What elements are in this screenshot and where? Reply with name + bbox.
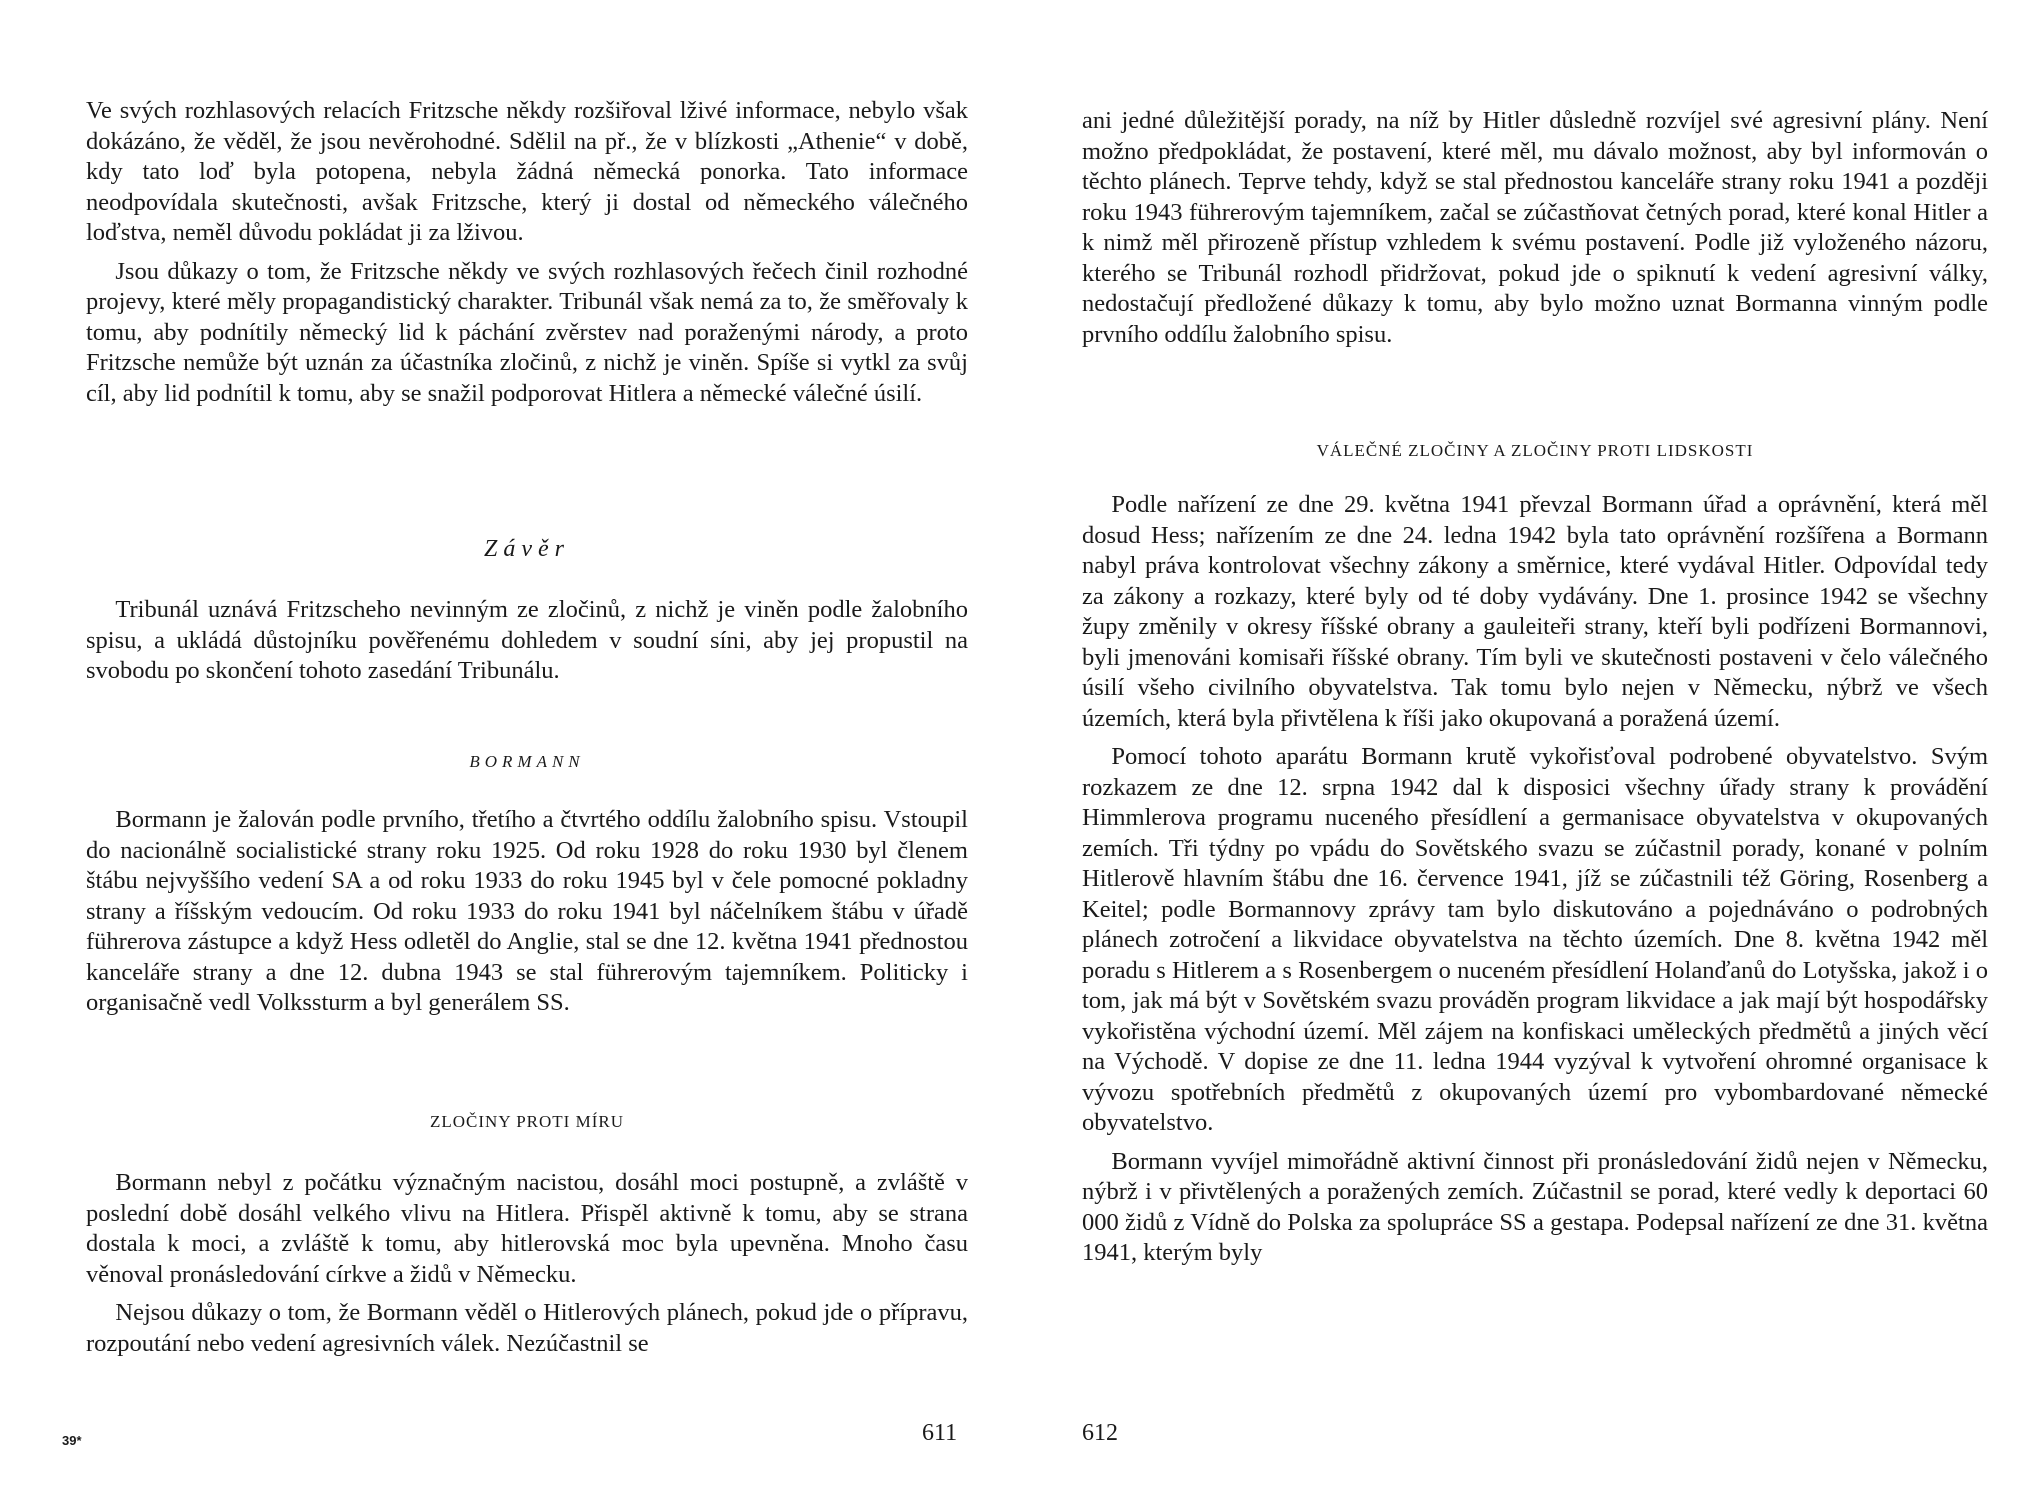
paragraph: Tribunál uznává Fritzscheho nevinným ze zločinů, z nichž je viněn podle žalobního spisu, a ukládá důstojníku pověřenému dohledem v soudní síni, aby jej propustil na svobodu po skončení tohoto zasedání Tribunálu. xyxy=(86,596,968,684)
right-text-block-cont xyxy=(1082,106,1988,350)
paragraph: Ve svých rozhlasových relacích Fritzsche někdy rozšiřoval lživé informace, nebylo však dokázáno, že věděl, že jsou nevěrohodné. Sdělil na př., že v blízkosti „Athenie“ v době, kdy tato loď byla potopena, nebyla žádná německá ponorka. Tato informace neodpovídala skutečnosti, avšak Fritzsche, který ji dostal od německého válečného loďstva, neměl důvodu pokládat ji za lživou. xyxy=(86,97,968,246)
left-text-block-1 xyxy=(86,96,968,409)
paragraph: Podle nařízení ze dne 29. května 1941 převzal Bormann úřad a oprávnění, která měl dosud Hess; nařízením ze dne 24. ledna 1942 byla tato oprávnění rozšířena a Bormann nabyl práva kontrolovat všechny zákony a směrnice, které vydával Hitler. Odpovídal tedy za zákony a rozkazy, které byly od té doby vydávány. Dne 1. prosince 1942 se všechny župy změnily v okresy říšské obrany a gauleiteři strany, kteří byli podřízeni Bormannovi, byli jmenováni komisaři říšské obrany. Tím byli ve skutečnosti postaveni v čelo válečného úsilí všeho civilního obyvatelstva. Tak tomu bylo nejen v Německu, nýbrž ve všech územích, která byla přivtělena k říši jako okupovaná a poražená území. xyxy=(1082,491,1988,732)
heading-zaver xyxy=(86,536,968,563)
page-number: 612 xyxy=(1082,1420,1118,1446)
paragraph: ani jedné důležitější porady, na níž by Hitler důsledně rozvíjel své agresivní plány. Není možno předpokládat, že postavení, které měl, mu dávalo možnost, aby byl informován o těchto plánech. Teprve tehdy, když se stal přednostou kanceláře strany roku 1941 a později roku 1943 führerovým tajemníkem, začal se zúčastňovat četných porad, které konal Hitler a k nimž měl přirozeně přístup vzhledem k svému postavení. Podle již vyloženého názoru, kterého se Tribunál rozhodl přidržovat, pokud jde o spiknutí k vedení agresivní války, nedostačují předložené důkazy k tomu, aby bylo možno uznat Bormanna vinným podle prvního oddílu žalobního spisu. xyxy=(1082,107,1988,348)
signature-mark: 39* xyxy=(62,1433,82,1448)
left-text-block-zaver xyxy=(86,595,968,687)
right-page xyxy=(1082,0,1988,1500)
left-text-block-bormann xyxy=(86,805,968,1019)
page-number: 611 xyxy=(922,1420,958,1446)
section-heading: VÁLEČNÉ ZLOČINY A ZLOČINY PROTI LIDSKOSTI xyxy=(1316,441,1754,460)
heading-zlociny-miru xyxy=(86,1112,968,1132)
paragraph: Nejsou důkazy o tom, že Bormann věděl o Hitlerových plánech, pokud jde o přípravu, rozpoutání nebo vedení agresivních válek. Nezúčastnil se xyxy=(86,1299,968,1357)
section-heading: Závěr xyxy=(484,536,570,562)
section-heading: BORMANN xyxy=(469,752,585,771)
right-text-block xyxy=(1082,490,1988,1269)
paragraph: Jsou důkazy o tom, že Fritzsche někdy ve svých rozhlasových řečech činil rozhodné projevy, které měly propagandistický charakter. Tribunál však nemá za to, že směřovaly k tomu, aby podnítily německý lid k páchání zvěrstev nad poraženými národy, a proto Fritzsche nemůže být uznán za účastníka zločinů, z nichž je viněn. Spíše si vytkl za svůj cíl, aby lid podnítil k tomu, aby se snažil podporovat Hitlera a německé válečné úsilí. xyxy=(86,257,968,407)
heading-valecne xyxy=(1082,441,1988,461)
paragraph: Pomocí tohoto aparátu Bormann krutě vykořisťoval podrobené obyvatelstvo. Svým rozkazem ze dne 12. srpna 1942 dal k disposici všechny úřady strany k provádění Himmlerova programu nuceného přesídlení a germanisace obyvatelstva v okupovaných zemích. Tři týdny po vpádu do Sovětského svazu se zúčastnil porady, konané v polním Hitlerově hlavním štábu dne 16. července 1941, jíž se zúčastnili též Göring, Rosenberg a Keitel; podle Bormannovy zprávy tam bylo diskutováno a pojednáváno o podrobných plánech zotročení a likvidace obyvatelstva na těchto územích. Dne 8. května 1942 měl poradu s Hitlerem a s Rosenbergem o nuceném přesídlení Holanďanů do Lotyšska, jakož i o tom, jak má být v Sovětském svazu prováděn program likvidace a jak mají být hospodářsky vykořistěna východní území. Měl zájem na konfiskaci uměleckých předmětů a jiných věcí na Východě. V dopise ze dne 11. ledna 1944 vyzýval k vytvoření ohromné organisace k vývozu spotřebních předmětů z okupovaných území pro vybombardované německé obyvatelstvo. xyxy=(1082,743,1988,1136)
left-page xyxy=(62,0,968,1500)
paragraph: Bormann nebyl z počátku význačným nacistou, dosáhl moci postupně, a zvláště v poslední době dosáhl velkého vlivu na Hitlera. Přispěl aktivně k tomu, aby se strana dostala k moci, a zvláště k tomu, aby hitlerovská moc byla upevněna. Mnoho času věnoval pronásledování církve a židů v Německu. xyxy=(86,1169,968,1288)
left-text-block-2 xyxy=(86,1168,968,1359)
heading-bormann xyxy=(86,752,968,772)
paragraph: Bormann je žalován podle prvního, třetího a čtvrtého oddílu žalobního spisu. Vstoupil do nacionálně socialistické strany roku 1925. Od roku 1928 do roku 1930 byl členem štábu nejvyššího vedení SA a od roku 1933 do roku 1945 byl v čele pomocné pokladny strany a říšským vedoucím. Od roku 1933 do roku 1941 byl náčelníkem štábu v úřadě führerova zástupce a když Hess odletěl do Anglie, stal se dne 12. května 1941 přednostou kanceláře strany a dne 12. dubna 1943 se stal führerovým tajemníkem. Politicky i organisačně vedl Volkssturm a byl generálem SS. xyxy=(86,806,968,1016)
paragraph: Bormann vyvíjel mimořádně aktivní činnost při pronásledování židů nejen v Německu, nýbrž i v přivtělených a poražených zemích. Zúčastnil se porad, které vedly k deportaci 60 000 židů z Vídně do Polska za spolupráce SS a gestapa. Podepsal nařízení ze dne 31. května 1941, kterým byly xyxy=(1082,1147,1988,1266)
section-heading: ZLOČINY PROTI MÍRU xyxy=(430,1112,624,1131)
